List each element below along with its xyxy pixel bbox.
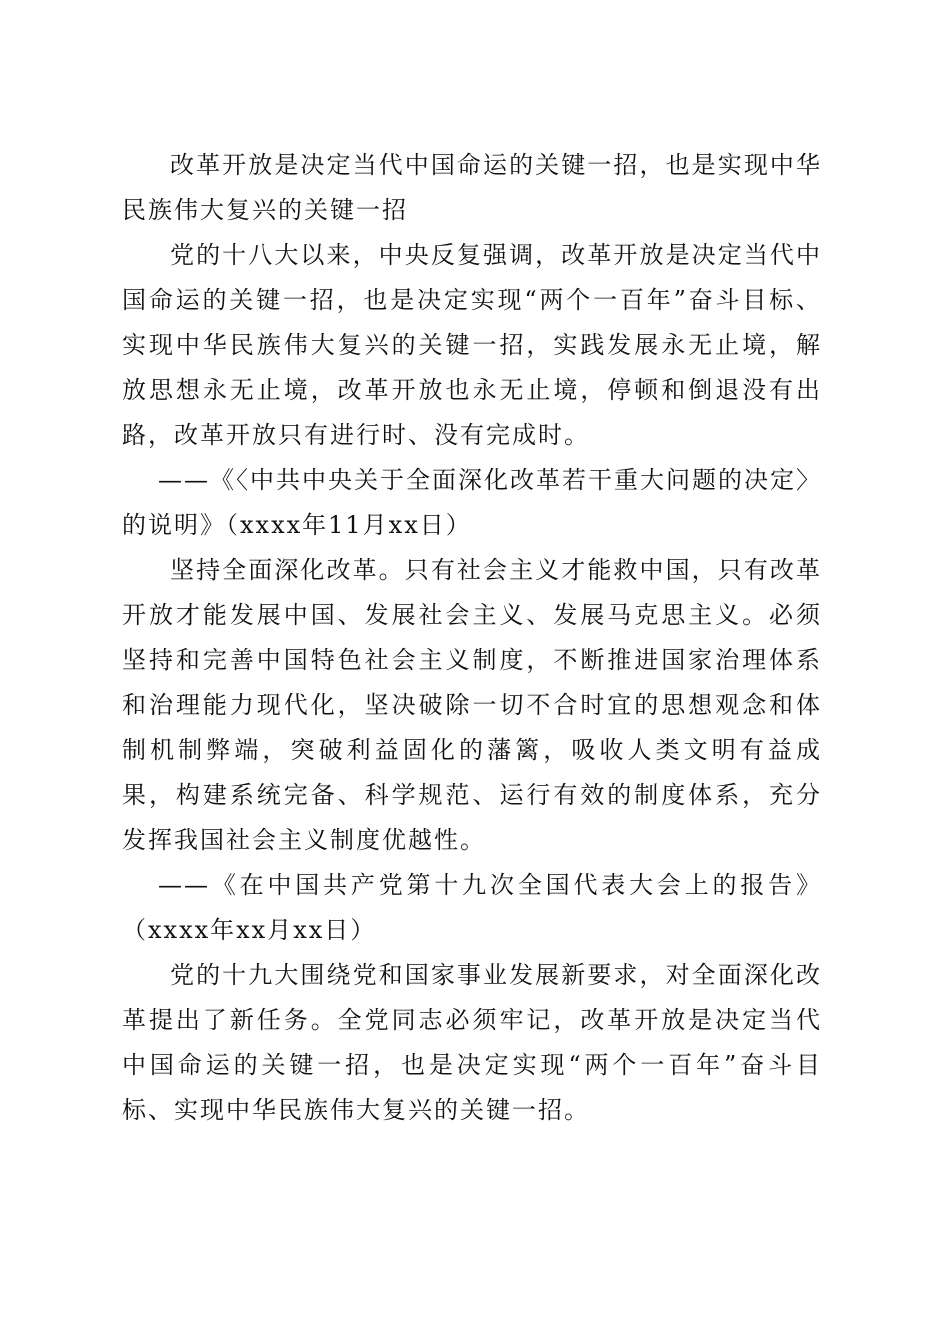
body-paragraph: 坚持全面深化改革。只有社会主义才能救中国，只有改革开放才能发展中国、发展社会主义、发展马克思主义。必须坚持和完善中国特色社会主义制度，不断推进国家治理体系和治理能力现代化，坚决破除一切不合时宜的思想观念和体制机制弊端，突破利益固化的藩篱，吸收人类文明有益成果，构建系统完备、科学规范、运行有效的制度体系，充分发挥我国社会主义制度优越性。 [122,556,822,854]
heading-paragraph: 改革开放是决定当代中国命运的关键一招，也是实现中华民族伟大复兴的关键一招 [122,151,822,224]
body-paragraph: 党的十九大围绕党和国家事业发展新要求，对全面深化改革提出了新任务。全党同志必须牢记，改革开放是决定当代中国命运的关键一招，也是决定实现“两个一百年”奋斗目标、实现中华民族伟大复兴的关键一招。 [122,961,822,1124]
document-body [122,143,822,1133]
citation-paragraph: ——《〈中共中央关于全面深化改革若干重大问题的决定〉的说明》（xxxx年11月xx日） [122,466,822,539]
citation-paragraph: ——《在中国共产党第十九次全国代表大会上的报告》（xxxx年xx月xx日） [122,871,822,944]
body-paragraph: 党的十八大以来，中央反复强调，改革开放是决定当代中国命运的关键一招，也是决定实现“两个一百年”奋斗目标、实现中华民族伟大复兴的关键一招，实践发展永无止境，解放思想永无止境，改革开放也永无止境，停顿和倒退没有出路，改革开放只有进行时、没有完成时。 [122,241,822,449]
